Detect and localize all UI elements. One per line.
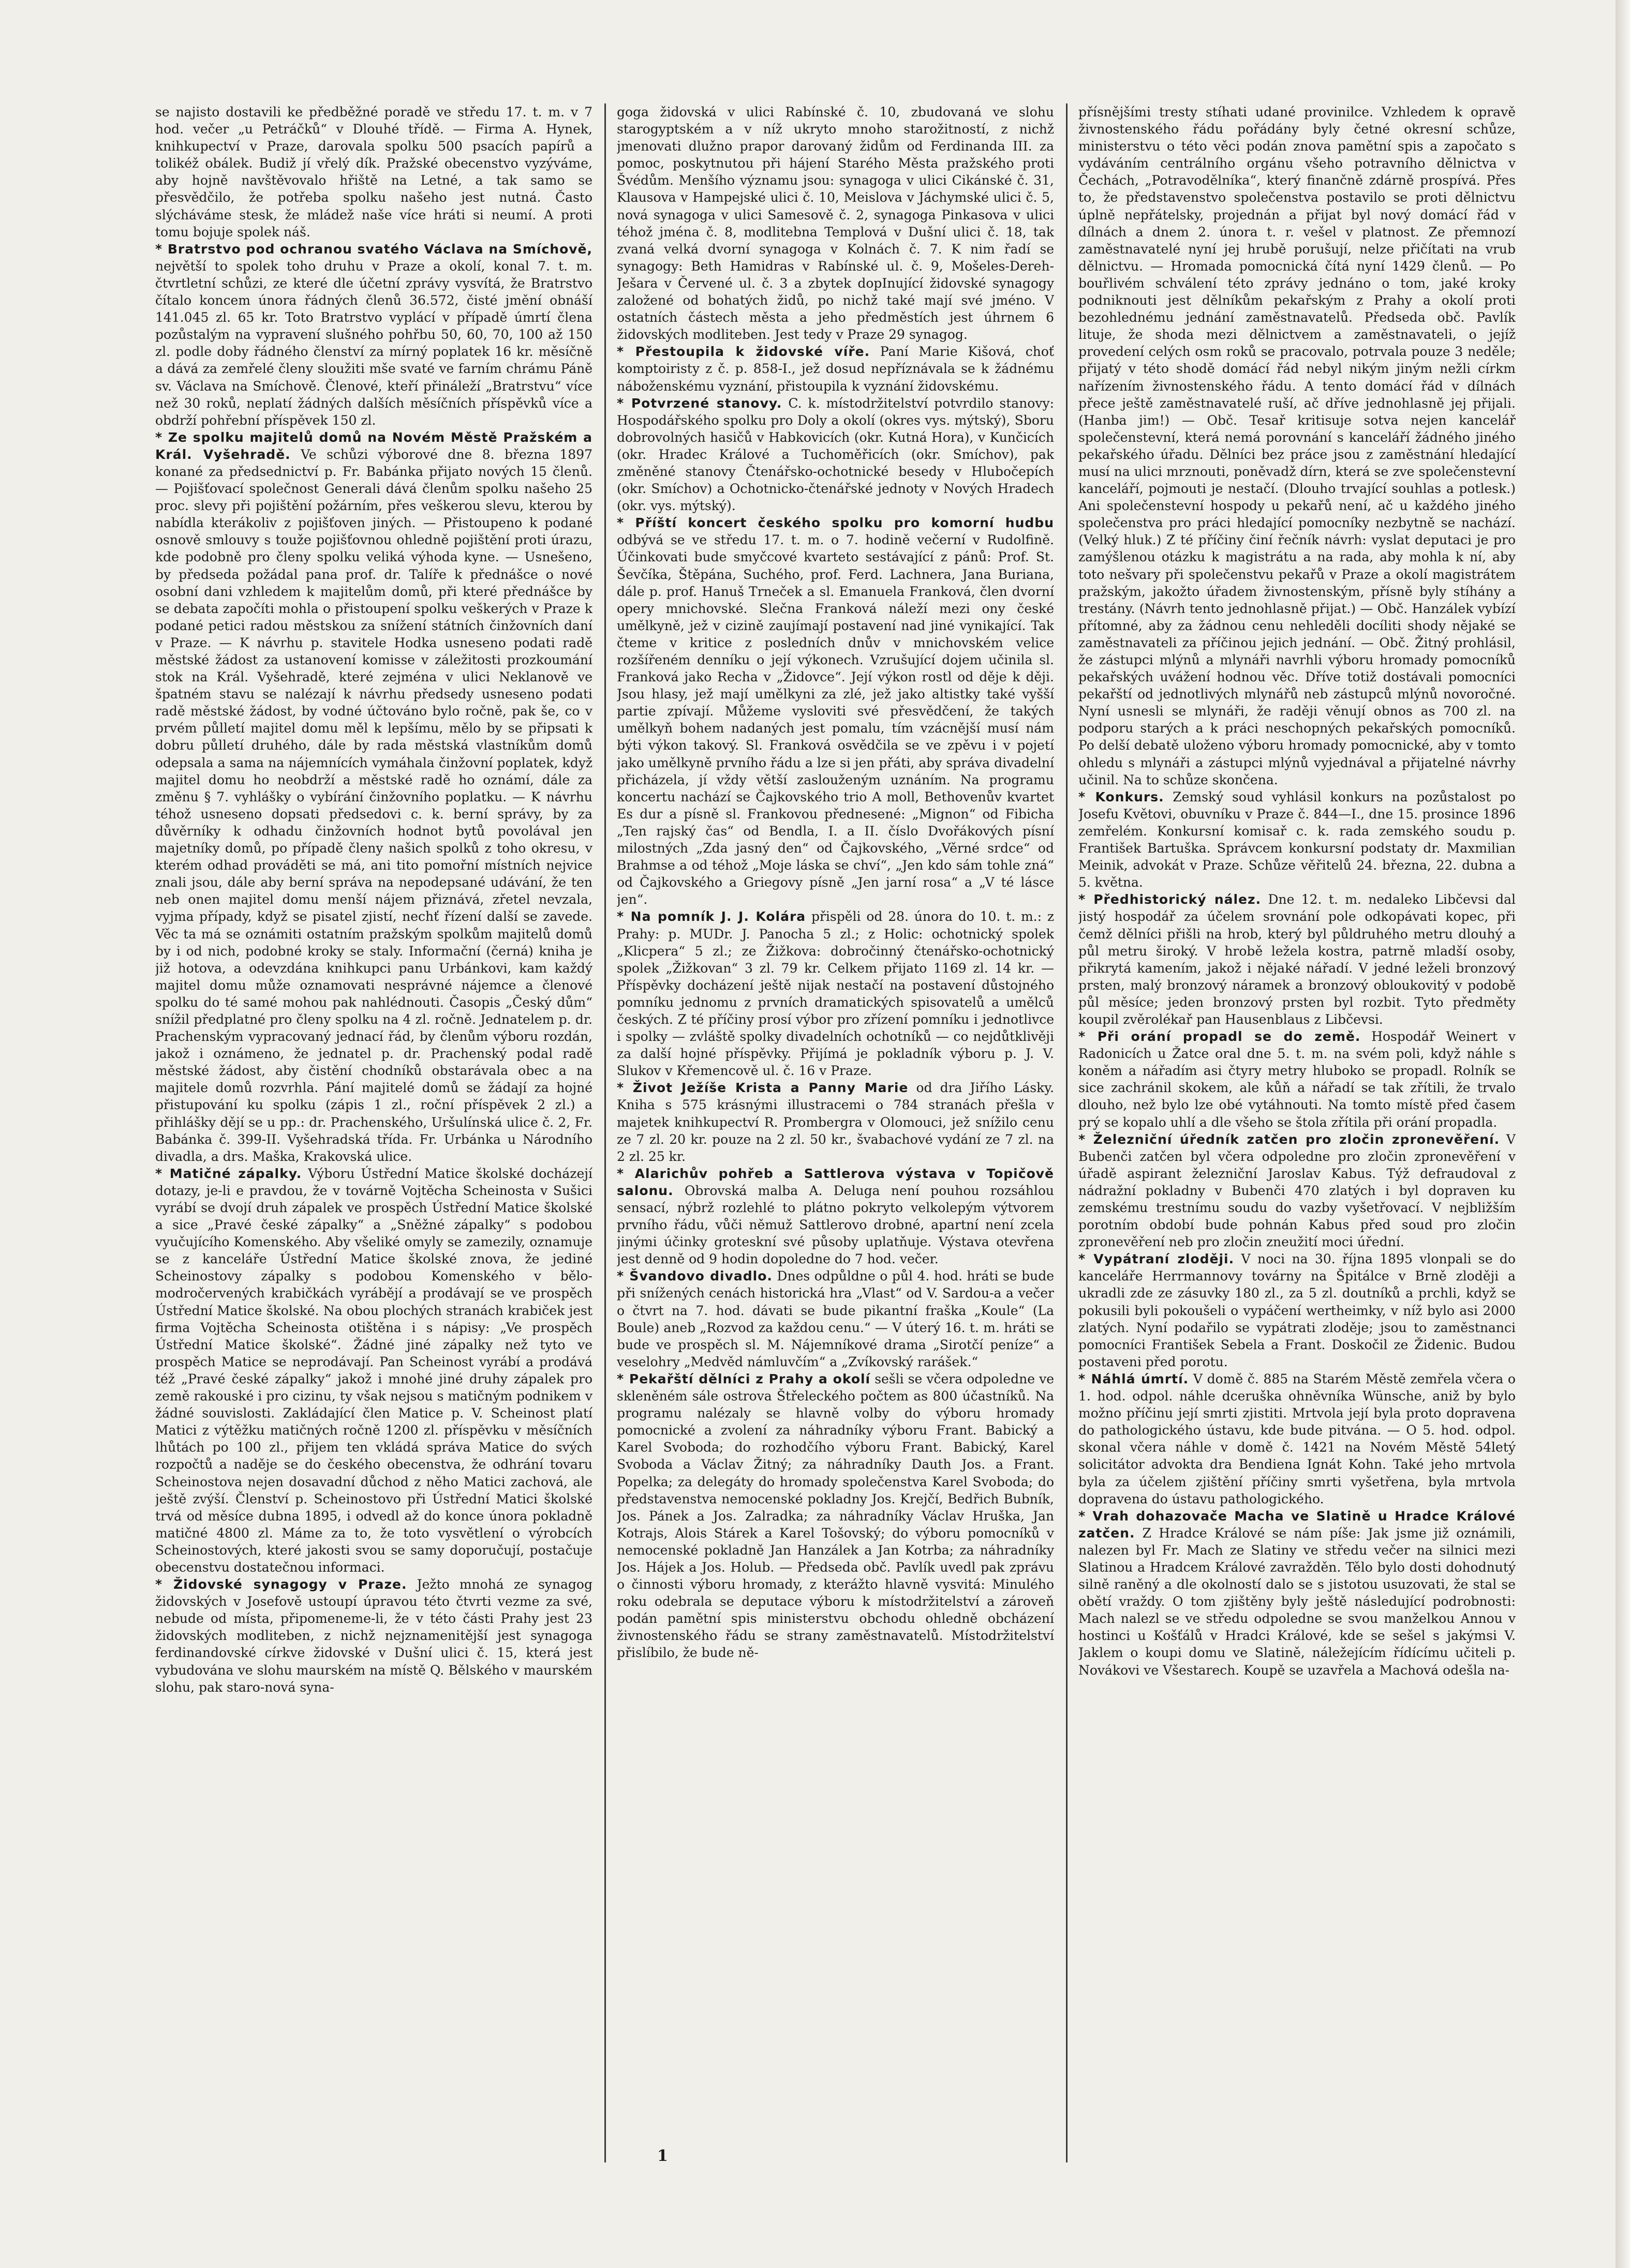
article-paragraph [155, 1576, 592, 1696]
article-paragraph [1078, 1131, 1516, 1251]
article-paragraph [1078, 1028, 1516, 1131]
article-text: V Bubenči zatčen byl včera odpoledne pro zločin zpronevěření v úřadě aspirant železniční Jaroslav Kabus. Týž defraudoval z nádražní pokladny v Bubenči 470 zlatých i byl dopraven ku zemskému trestnímu soudu do vazby vyšetřovací. V nejbližším porotním období bude pohnán Kabus před soud pro zločin zpronevěření neb pro zločin zneužití moci úřední. [1078, 1131, 1516, 1250]
article-text: Výboru Ústřední Matice školské docházejí dotazy, je-li e pravdou, že v továrně Vojtěcha Scheinosta v Sušici vyrábí se dvojí druh zápalek ve prospěch Ústřední Matice školské a sice „Pravé české zápalky“ a „Sněžné zápalky“ s podobou vyučujícího Komenského. Aby všeliké omyly se zamezily, oznamuje se z kanceláře Ústřední Matice školské znova, že jediné Scheinostovy zápalky s podobou Komenského v bělo-modročervených krabičkách vyrábějí a prodávají se ve prospěch Ústřední Matice školské. Na obou plochých stranách krabiček jest firma Vojtěcha Scheinosta otištěna i s nápisy: „Ve prospěch Ústřední Matice školské“. Žádné jiné zápalky než tyto ve prospěch Matice se neprodávají. Pan Scheinost vyrábí a prodává též „Pravé české zápalky“ jakož i mnohé jiné druhy zápalek pro země rakouské i pro cizinu, ty však nejsou s matičným podnikem v žádné souvislosti. Zakládající člen Matice p. V. Scheinost platí Matici z výtěžku matičných ročně 1200 zl. příspěvku v měsíčních lhůtách po 100 zl., přijem ten vkládá správa Matice do svých rozpočtů a naděje se do českého obecenstva, že odhrání tovaru Scheinostova nejen dosavadní důchod z něho Matici zachová, ale ještě zvýší. Členství p. Scheinostovo při Ústřední Matici školské trvá od měsíce dubna 1895, i odvedl až do konce února pokladně matičné 4800 zl. Máme za to, že toto vysvětlení o výrobcích Scheinostových, které jakosti svou se samy doporučují, postačuje obecenstvu dostatečnou informaci. [155, 1166, 592, 1575]
article-heading: * Ze spolku majitelů domů na Novém Městě Pražském a Král. Vyšehradě. [155, 429, 592, 462]
article-text: Zemský soud vyhlásil konkurs na pozůstalost po Josefu Květovi, obuvníku v Praze č. 844—I., dne 15. prosince 1896 zemřelém. Konkursní komisař c. k. rada zemského soudu p. František Bartuška. Správcem konkursní podstaty dr. Maxmilian Meinik, advokát v Praze. Schůze věřitelů 24. března, 22. dubna a 5. května. [1078, 789, 1516, 890]
article-heading: * Při orání propadl se do země. [1078, 1029, 1361, 1045]
column-divider [1066, 103, 1068, 2162]
article-paragraph [1078, 891, 1516, 1028]
article-paragraph [617, 908, 1054, 1079]
article-heading: * Na pomník J. J. Kolára [617, 909, 806, 924]
article-heading: * Matičné zápalky. [155, 1166, 302, 1181]
article-heading: * Vrah dohazovače Macha ve Slatině u Hradce Králové zatčen. [1078, 1508, 1516, 1541]
article-paragraph [1078, 788, 1516, 891]
page-mark: 1 [657, 2147, 668, 2165]
article-paragraph [617, 1370, 1054, 1662]
column-1 [155, 103, 592, 2162]
article-heading: * Příští koncert českého spolku pro komorní hudbu [617, 515, 1054, 531]
article-text: Ježto mnohá ze synagog židovských v Josefově ustoupí úpravou této čtvrti vezme za své, nebude od místa, připomeneme-li, že v této části Prahy jest 23 židovských modliteben, z nichž nejznamenitější jest synagoga ferdinandovské církve židovské v Dušní ulici č. 15, která jest vybudována ve slohu maurském na místě Q. Bělského v maurském slohu, pak staro-nová syna- [155, 1577, 592, 1695]
article-paragraph [1078, 1370, 1516, 1508]
article-paragraph [1078, 1250, 1516, 1370]
newspaper-page [155, 103, 1516, 2162]
article-paragraph [1078, 103, 1516, 788]
article-paragraph [617, 1079, 1054, 1165]
article-paragraph [617, 395, 1054, 515]
article-text: přísnějšími tresty stíhati udané provinilce. Vzhledem k opravě živnostenského řádu pořádány byly četné okresní schůze, ministerstvu o této věci podán znova pamětní spis a započato s vydáváním centrálního orgánu všeho potravního dělnictva v Čechách, „Potravodělníka“, který finančně zdárně prospívá. Přes to, že představenstvo společenstva postavilo se proti dělnictvu úplně nepřátelsky, projednán a přijat byl nový domácí řád v dílnách a dnem 2. února t. r. vešel v platnost. Ze přemnozí zaměstnavatelé nyní jej hrubě porušují, nelze přičítati na vrub dělnictvu. — Hromada pomocnická čítá nyní 1429 členů. — Po bouřlivém schválení této zprávy jednáno o tom, jaké kroky podniknouti jest dělníkům pekařským z Prahy a okolí proti bezohlednému jednání zaměstnavatelů. Předseda obč. Pavlík lituje, že shoda mezi dělnictvem a zaměstnavateli, o jejíž provedení celých osm roků se pracovalo, potrvala pouze 3 neděle; přijatý v této shodě domácí řád nebyl nikým jiným nežli církm nařízením živnostenského řádu. A tento domácí řád v dílnách přece ještě zaměstnavatelé ruší, ač dříve jednohlasně jej přijali. (Hanba jim!) — Obč. Tesař kritisuje sotva nejen kancelář společenstevní, která nemá porovnání s kanceláří žádného jiného pekařského úřadu. Dělníci bez práce jsou z zaměstnání hledající musí na ulici mrznouti, poněvadž dírn, která se zve společenstevní kanceláří, pojmouti je nestačí. (Dlouho trvající souhlas a potlesk.) Ani společenstevní hospody u pekařů není, ač u každého jiného společenstva pro práci hledající pomocníky nezbytně se nachází. (Velký hluk.) Z té příčiny činí řečník návrh: vyslat deputaci je pro zamýšlenou otázku k magistrátu a na rada, aby mohla k ní, aby toto nešvary při společenstvu pekařů v Praze a okolí magistrátem pražským, jakožto úřadem živnostenským, přísně byly stíhány a trestány. (Návrh tento jednohlasně přijat.) — Obč. Hanzálek vybízí přítomné, aby za žádnou cenu nehleděli docíliti shody nějaké se zaměstnavateli za příčinou jejich jednání. — Obč. Žitný prohlásil, že zástupci mlýnů a mlynáři navrhli výboru hromady pomocníků pekařských uvážení hodnou věc. Dříve totiž dostávali pomocníci pekařští od jednotlivých mlynářů neb zástupců mlýnů novoročné. Nyní usnesli se mlynáři, že raději věnují obnos as 700 zl. na podporu starých a k práci neschopných pekařských pomocníků. Po delší debatě uloženo výboru hromady pomocnické, aby v tomto ohledu s mlynáři a zástupci mlýnů vyjednával a přijatelné návrhy učinil. Na to schůze skončena. [1078, 105, 1516, 787]
article-text: Dne 12. t. m. nedaleko Libčevsi dal jistý hospodář za účelem srovnání pole odkopávati kopec, při čemž dělníci přišli na hrob, který byl půldruhého metru dlouhý a půl metru široký. V hrobě ležela kostra, patrně mladší osoby, přikrytá kamením, jakož i nějaké nářadí. V jedné leželi bronzový prsten, malý bronzový náramek a bronzový obloukovitý v podobě půl měsíce; jeden bronzový prsten byl rozbit. Tyto předměty koupil zvěrolékař pan Hausenblaus z Libčevsi. [1078, 892, 1516, 1027]
article-heading: * Vypátraní zloději. [1078, 1251, 1235, 1267]
article-paragraph [155, 241, 592, 429]
article-paragraph [155, 1165, 592, 1576]
columns [155, 103, 1516, 2162]
article-text: V noci na 30. října 1895 vlonpali se do kanceláře Herrmannovy továrny na Špitálce v Brně zloději a ukradli zde ze zásuvky 180 zl., za 5 zl. doutníků a prchli, když se pokusili byli pokoušeli o vypáčení wertheimky, v níž bylo asi 2000 zlatých. Nyní podařilo se vypátrati zloděje; jsou to zaměstnanci pomocníci František Sebela a Frant. Doskočil ze Židenic. Budou postaveni před porotu. [1078, 1251, 1516, 1369]
article-heading: * Železniční úředník zatčen pro zločin zpronevěření. [1078, 1131, 1500, 1147]
article-heading: * Život Ježíše Krista a Panny Marie [617, 1080, 909, 1096]
column-2 [617, 103, 1054, 2162]
article-text: Ve schůzi výborové dne 8. března 1897 konané za předsednictví p. Fr. Babánka přijato nových 15 členů. — Pojišťovací společnost Generali dává členům spolku našeho 25 proc. slevy při pojištění požárním, přes veškerou slevu, kterou by nabídla kterákoliv z pojišťoven jiných. — Přistoupeno k podané osnově smlouvy s touže pojišťovnou ohledně pojištění proti úrazu, kde podobně pro členy spolku veliká výhoda kyne. — Usnešeno, by předseda požádal pana prof. dr. Talíře k přednášce o nové osobní dani vzhledem k majitelům domů, při které přednášce by se debata započíti mohla o přistoupení spolku veškerých v Praze k podané petici radou městskou za snížení státních činžovních daní v Praze. — K návrhu p. stavitele Hodka usneseno podati radě městské žádost za ustanovení komisse v záležitosti prozkoumání stok na Král. Vyšehradě, které zejména v ulici Neklanově ve špatném stavu se nalézají k návrhu předsedy usneseno podati radě městské žádost, by vodné účtováno bylo ročně, pak še, co v prvém půlletí majitel domu měl k lepšímu, mělo by se připsati k dobru půlletí druhého, dále by rada městská vlastníkům domů odepsala a sama na nájemnících vymáhala činžovní poplatek, když majitel domu ho neobdrží a městské radě ho oznámí, dále za změnu § 7. vyhlášky o vybírání činžovního poplatku. — K návrhu téhož usneseno dopsati předsedovi c. k. berní správy, by za důvěrníky k odhadu činžovních hodnot bytů povolával jen majetníky domů, po případě členy našich spolků z toho okresu, v kterém odhad prováděti se má, ani tito pomořní místních nejvice znali jsou, dále aby berní správa na nepodepsané udávání, že ten neb onen majitel domu menší nájem přiznává, zřetel nevzala, vyjma případy, když se pisatel zjistí, nechť řízení další se zavede. Věc ta má se oznámiti ostatním pražským spolkům majitelů domů by i od nich, podobné kroky se staly. Informační (černá) kniha je již hotova, a odevzdána knihkupci panu Urbánkovi, kam každý majitel domu může oznamovati nesprávné nájemce a členové spolku do té samé mohou pak nahlédnouti. Časopis „Český dům“ snížil předplatné pro členy spolku na 4 zl. ročně. Jednatelem p. dr. Prachenským vypracovaný jednací řád, by členům výboru rozdán, jakož i oznámeno, že jednatel p. dr. Prachenský podal radě městské žádost, aby čistění chodníků obstarávala obec a na majitele domů rozvrhla. Pání majitelé domů se žádají za hojné přistupování ku spolku (zápis 1 zl., roční příspěvek 2 zl.) a přihlášky dějí se u pp.: dr. Prachenského, Uršulínská ulice č. 2, Fr. Babánka č. 399-II. Vyšehradská třída. Fr. Urbánka u Národního divadla, a drs. Maška, Krakovská ulice. [155, 446, 592, 1164]
article-heading: * Potvrzené stanovy. [617, 395, 782, 411]
page-edge [1616, 0, 1630, 2268]
article-text: sešli se včera odpoledne ve skleněném sále ostrova Štřeleckého počtem as 800 účastníků. Na programu nalézaly se hlavně volby do výboru hromady pomocnické a zvolení za náhradníky výboru Frant. Babický a Karel Svoboda; do rozhodčího výboru Frant. Babický, Karel Svoboda a Václav Žitný; za náhradníky Dauth Jos. a Frant. Popelka; za delegáty do hromady společenstva Karel Svoboda; do představenstva nemocenské pokladny Jos. Krejčí, Bedřich Bubník, Jos. Pánek a Jos. Zalradka; za náhradníky Václav Hruška, Jan Kotrajs, Alois Stárek a Karel Tošovský; do výboru pomocníků v nemocenské pokladně Jan Hanzálek a Jan Kotrba; za náhradníky Jos. Hájek a Jos. Holub. — Předseda obč. Pavlík uvedl pak zprávu o činnosti výboru hromady, z kterážto hlavně vysvitá: Minulého roku odebrala se deputace výboru k místodržitelství a zároveň podán pamětní spis ministerstvu obchodu ohledně obcházení živnostenského řádu se strany zaměstnavatelů. Místodržitelství přislíbilo, že bude ně- [617, 1371, 1054, 1661]
article-heading: * Přestoupila k židovské víře. [617, 344, 870, 360]
article-heading: * Předhistorický nález. [1078, 892, 1262, 907]
column-divider [604, 103, 606, 2162]
article-heading: * Bratrstvo pod ochranou svatého Václava na Smíchově, [155, 241, 592, 257]
article-text: Obrovská malba A. Deluga není pouhou rozsáhlou sensací, nýbrž rozlehlé to plátno pokryto velkolepým výtvorem prvního řádu, vůči němuž Sattlerovo drobné, apartní není zcela jinými účinky groteskní své působy uplatňuje. Výstava otevřena jest denně od 9 hodin dopoledne do 7 hod. večer. [617, 1183, 1054, 1267]
article-text: C. k. místodržitelství potvrdilo stanovy: Hospodářského spolku pro Doly a okolí (okres vys. mýtský), Sboru dobrovolných hasičů v Habkovicích (okr. Kutná Hora), v Kunčicích (okr. Hradec Králové a Tuchoměřicích (okr. Smíchov), pak změněné stanovy Čtenářsko-ochotnické besedy v Hlubočepích (okr. Smíchov) a Ochotnicko-čtenářské jednoty v Nových Hradech (okr. vys. mýtský). [617, 395, 1054, 514]
article-text: Paní Marie Kišová, choť komptoiristy z č. p. 858-I., jež dosud nepříznávala se k žádnému náboženskému vyznání, přistoupila k vyznání židovskému. [617, 344, 1054, 394]
article-text: od dra Jiřího Lásky. Kniha s 575 krásnými illustracemi o 784 stranách přešla v majetek knihkupectví R. Prombergra v Olomouci, jež snížilo cenu ze 7 zl. 20 kr. pouze na 2 zl. 50 kr., švabachové vydání ze 7 zl. na 2 zl. 25 kr. [617, 1080, 1054, 1164]
article-paragraph [155, 429, 592, 1165]
article-paragraph [617, 514, 1054, 908]
article-paragraph [1078, 1508, 1516, 1679]
article-text: Dnes odpůldne o půl 4. hod. hráti se bude při snížených cenách historická hra „Vlast“ od V. Sardou-a a večer o čtvrt na 7. hod. dávati se bude pikantní fraška „Koule“ (La Boule) aneb „Rozvod za každou cenu.“ — V úterý 16. t. m. hráti se bude ve prospěch sl. M. Nájemníkové drama „Sirotčí peníze“ a veselohry „Medvěd námluvčím“ a „Zvíkovský rarášek.“ [617, 1269, 1054, 1369]
article-text: se najisto dostavili ke předběžné poradě ve středu 17. t. m. v 7 hod. večer „u Petráčků“ v Dlouhé třídě. — Firma A. Hynek, knihkupectví v Praze, darovala spolku 500 psacích papírů a tolikéž obálek. Budiž jí vřelý dík. Pražské obecenstvo vyzýváme, aby hojně navštěvovalo hřiště na Letné, a tak samo se přesvědčilo, že potřeba spolku našeho jest nutná. Často slýcháváme stesk, že mládež naše více hráti si neumí. A proti tomu bojuje spolek náš. [155, 105, 592, 240]
article-paragraph [617, 1165, 1054, 1268]
article-text: odbývá se ve středu 17. t. m. o 7. hodině večerní v Rudolfině. Účinkovati bude smyčcové kvarteto sestávající z pánů: Prof. St. Ševčíka, Štěpána, Suchého, prof. Ferd. Lachnera, Jana Buriana, dále p. prof. Hanuš Trneček a sl. Emanuela Franková, člen dvorní opery mnichovské. Slečna Franková náleží mezi ony české umělkyně, jež v cizině zaujímají postavení nad jiné vynikající. Tak čteme v kritice z posledních dnův v mnichovském velice rozšířeném denníku o její výkonech. Vzrušující dojem učinila sl. Franková jako Recha v „Židovce“. Její výkon rostl od děje k ději. Jsou hlasy, jež mají umělkyni za zlé, jež jako altistky také vyšší partie zpívají. Můžeme vysloviti své přesvědčení, že takých umělkyň bohem nadaných jest pomalu, tím vzácnější musí nám býti výkon takový. Sl. Franková osvědčila se ve zpěvu i v pojetí jako umělkyně prvního řádu a lze si jen přáti, aby správa divadelní přicházela, jí vždy větší zaslouženým uznáním. Na programu koncertu nachází se Čajkovského trio A moll, Bethovenův kvartet Es dur a písně sl. Frankovou přednesené: „Mignon“ od Fibicha „Ten rajský čas“ od Bendla, I. a II. číslo Dvořákových písní milostných „Zda jasný den“ od Čajkovského, „Věrné srdce“ od Brahmse a od téhož „Moje láska se chví“, „Jen kdo sám tohle zná“ od Čajkovského a Griegovy písně „Jen jarní rosa“ a „V té lásce jen“. [617, 532, 1054, 907]
article-heading: * Náhlá úmrtí. [1078, 1371, 1189, 1386]
column-3 [1078, 103, 1516, 2162]
article-heading: * Konkurs. [1078, 789, 1164, 804]
article-text: přispěli od 28. února do 10. t. m.: z Prahy: p. MUDr. J. Panocha 5 zl.; z Holic: ochotnický spolek „Klicpera“ 5 zl.; ze Žižkova: dobročinný čtenářsko-ochotnický spolek „Žižkovan“ 3 zl. 79 kr. Celkem přijato 1169 zl. 14 kr. — Příspěvky docházení ještě nijak nestačí na postavení důstojného pomníku jednomu z prvních dramatických spisovatelů a umělců českých. Z té příčiny prosí výbor pro zřízení pomníku i jednotlivce i spolky — zvláště spolky divadelních ochotníků — co nejdůtklivěji za další hojné příspěvky. Přijímá je pokladník výboru p. J. V. Slukov v Křemencově ul. č. 16 v Praze. [617, 909, 1054, 1079]
article-text: největší to spolek toho druhu v Praze a okolí, konal 7. t. m. čtvrtletní schůzi, ze které dle účetní zprávy vysvítá, že Bratrstvo čítalo koncem února řádných členů 36.572, čisté jmění obnáší 141.045 zl. 65 kr. Toto Bratrstvo vyplácí v případě úmrtí člena pozůstalým na vypravení slušného pohřbu 50, 60, 70, 100 až 150 zl. podle doby řádného členství za mírný poplatek 16 kr. měsíčně a dává za zemřelé členy sloužiti mše svaté ve farním chrámu Páně sv. Václava na Smíchově. Členové, kteří přináleží „Bratrstvu“ více než 30 roků, neplatí žádných dalších měsíčních příspěvků více a obdrží pohřební příspěvek 150 zl. [155, 258, 592, 428]
article-text: Hospodář Weinert v Radonicích u Žatce oral dne 5. t. m. na svém poli, když náhle s koněm a nářadím asi čtyry metry hluboko se propadl. Rolník se sice zachránil skokem, ale kůň a nářadí se tak zřítili, že trvalo dlouho, než bylo lze obé vytáhnouti. Na tomto místě před časem prý se kopalo uhlí a dle všeho se štola zřítila při orání propadla. [1078, 1029, 1516, 1130]
article-paragraph [617, 1267, 1054, 1370]
article-heading: * Židovské synagogy v Praze. [155, 1577, 407, 1592]
article-heading: * Alarichův pohřeb a Sattlerova výstava v Topičově salonu. [617, 1166, 1054, 1198]
article-paragraph [155, 103, 592, 241]
article-paragraph [617, 343, 1054, 394]
article-paragraph [617, 103, 1054, 343]
article-text: Z Hradce Králové se nám píše: Jak jsme již oznámili, nalezen byl Fr. Mach ze Slatiny ve středu večer na silnici mezi Slatinou a Hradcem Králové zavražděn. Tělo bylo dosti dohodnutý silně raněný a dle okolností dalo se s jistotou usuzovati, že stal se obětí vraždy. O tom zjištěny byly ještě následující podrobnosti: Mach nalezl se ve středu odpoledne se svou manželkou Annou v hostinci u Košťálů v Hradci Králové, kde se sešel s jakýmsi V. Jaklem o koupi domu ve Slatině, náležejícím řídícímu učiteli p. Novákovi ve Všestarech. Koupě se uzavřela a Machová odešla na- [1078, 1525, 1516, 1678]
article-heading: * Švandovo divadlo. [617, 1269, 773, 1284]
article-heading: * Pekařští dělníci z Prahy a okolí [617, 1371, 871, 1386]
article-text: V domě č. 885 na Starém Městě zemřela včera o 1. hod. odpol. náhle dceruška ohněvníka Wünsche, aniž by bylo možno příčinu její smrti zjistiti. Mrtvola její byla proto dopravena do pathologického ústavu, kde bude pitvána. — O 5. hod. odpol. skonal včera náhle v domě č. 1421 na Novém Městě 54letý solicitátor advokta dra Bendiena Ignát Kohn. Také jeho mrtvola byla za účelem zjištění příčiny smrti vyšetřena, byla mrtvola dopravena do ústavu pathologického. [1078, 1371, 1516, 1506]
article-text: goga židovská v ulici Rabínské č. 10, zbudovaná ve slohu starogyptském a v níž ukryto mnoho starožitností, z nichž jmenovati dlužno prapor darovaný židům od Ferdinanda III. za pomoc, poskytnutou při hájení Starého Města pražského proti Švédům. Menšího významu jsou: synagoga v ulici Cikánské č. 31, Klausova v Hampejské ulici č. 10, Meislova v Jáchymské ulici č. 5, nová synagoga v ulici Samesově č. 2, synagoga Pinkasova v ulici téhož jména č. 8, modlitebna Templová v Dušní ulici č. 18, tak zvaná velká dvorní synagoga v Kolnách č. 7. K nim řadí se synagogy: Beth Hamidras v Rabínské ul. č. 9, Mošeles-Dereh-Ješara v Červené ul. č. 3 a zbytek dopInující židovské synagogy založené od bohatých židů, po nichž také mají své jméno. V ostatních částech města a jeho předměstích jest úhrnem 6 židovských modliteben. Jest tedy v Praze 29 synagog. [617, 105, 1054, 342]
